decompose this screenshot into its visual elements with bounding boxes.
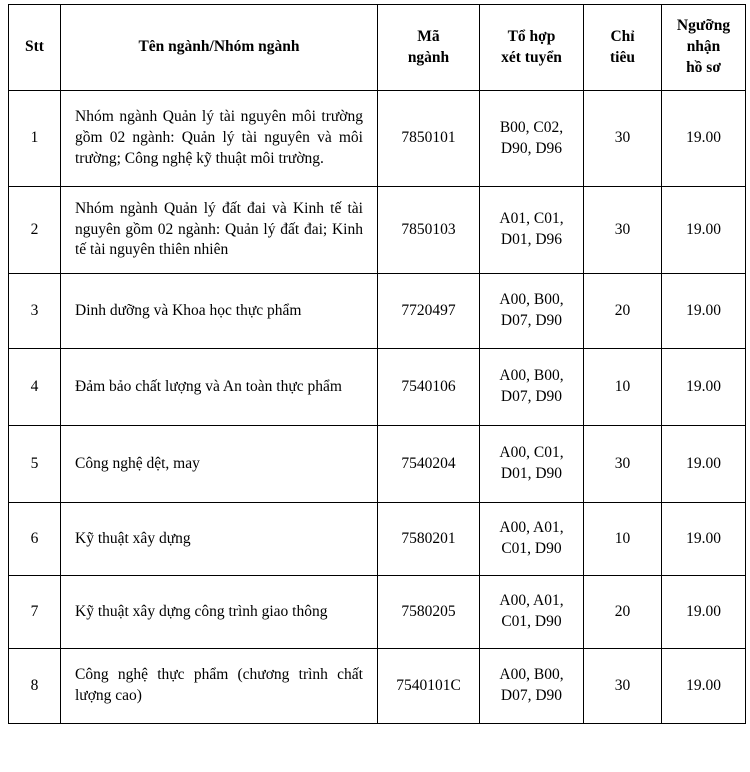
combination-line2: D01, D90: [500, 465, 563, 482]
cell-program-name: Nhóm ngành Quản lý đất đai và Kinh tế tài nguyên gồm 02 ngành: Quản lý đất đai; Kinh tế tài nguyên thiên nhiên: [61, 187, 378, 274]
cell-threshold: 19.00: [662, 426, 746, 503]
table-row: [9, 503, 746, 576]
header-text-name: Tên ngành/Nhóm ngành: [138, 38, 300, 56]
table-row: [9, 349, 746, 426]
cell-program-name: Đảm bảo chất lượng và An toàn thực phẩm: [61, 349, 378, 426]
table-row: [9, 576, 746, 649]
cell-combination: [480, 576, 584, 649]
header-row: [9, 5, 746, 91]
cell-combination: [480, 649, 584, 724]
cell-threshold: 19.00: [662, 349, 746, 426]
table-row: [9, 91, 746, 187]
table-row: [9, 426, 746, 503]
header-text-score-line1: Ngưỡng: [676, 17, 731, 35]
column-header-threshold: [662, 5, 746, 91]
cell-program-code: 7540204: [378, 426, 480, 503]
cell-quota: 10: [584, 503, 662, 576]
combination-line2: D01, D96: [500, 231, 563, 248]
combination-line1: A00, A01,: [499, 519, 564, 537]
cell-combination: [480, 274, 584, 349]
combination-line1: A00, B00,: [499, 666, 564, 684]
combination-line2: C01, D90: [501, 613, 562, 630]
cell-threshold: 19.00: [662, 274, 746, 349]
header-text-quota-line1: Chỉ: [610, 27, 635, 45]
cell-combination: [480, 503, 584, 576]
column-header-stt: [9, 5, 61, 91]
admissions-table: [8, 4, 746, 724]
cell-quota: 30: [584, 91, 662, 187]
header-text-quota-line2: tiêu: [610, 48, 635, 66]
combination-line1: A01, C01,: [499, 210, 564, 228]
header-text-score-line3: hồ sơ: [686, 58, 721, 76]
cell-program-name: Kỹ thuật xây dựng: [61, 503, 378, 576]
header-text-code-line2: ngành: [407, 48, 450, 66]
cell-program-code: 7580201: [378, 503, 480, 576]
combination-line1: A00, C01,: [499, 444, 564, 462]
cell-program-code: 7850101: [378, 91, 480, 187]
cell-quota: 20: [584, 274, 662, 349]
header-text-stt: Stt: [25, 38, 44, 56]
cell-threshold: 19.00: [662, 576, 746, 649]
cell-stt: 6: [9, 503, 61, 576]
cell-program-code: 7850103: [378, 187, 480, 274]
combination-line2: D07, D90: [500, 312, 563, 329]
column-header-combination: [480, 5, 584, 91]
combination-line2: C01, D90: [501, 540, 562, 557]
table-header: [9, 5, 746, 91]
header-text-score-line2: nhận: [686, 38, 721, 56]
cell-stt: 1: [9, 91, 61, 187]
cell-stt: 8: [9, 649, 61, 724]
cell-threshold: 19.00: [662, 187, 746, 274]
cell-program-code: 7540106: [378, 349, 480, 426]
cell-program-code: 7720497: [378, 274, 480, 349]
cell-stt: 2: [9, 187, 61, 274]
cell-stt: 3: [9, 274, 61, 349]
header-text-combo-line2: xét tuyển: [501, 48, 562, 66]
combination-line2: D07, D90: [500, 388, 563, 405]
cell-stt: 7: [9, 576, 61, 649]
header-text-combo-line1: Tổ hợp: [507, 27, 556, 45]
cell-quota: 30: [584, 426, 662, 503]
combination-line2: D90, D96: [500, 139, 563, 157]
column-header-code: [378, 5, 480, 91]
cell-program-code: 7540101C: [378, 649, 480, 724]
cell-combination: [480, 349, 584, 426]
cell-quota: 30: [584, 187, 662, 274]
cell-combination: [480, 187, 584, 274]
cell-quota: 30: [584, 649, 662, 724]
cell-program-name: Kỹ thuật xây dựng công trình giao thông: [61, 576, 378, 649]
combination-line1: A00, A01,: [499, 592, 564, 610]
cell-program-name: Công nghệ dệt, may: [61, 426, 378, 503]
cell-threshold: 19.00: [662, 91, 746, 187]
cell-threshold: 19.00: [662, 503, 746, 576]
cell-combination: [480, 426, 584, 503]
cell-combination: [480, 91, 584, 187]
combination-line1: B00, C02,: [499, 118, 564, 136]
table-body: [9, 91, 746, 724]
column-header-quota: [584, 5, 662, 91]
combination-line1: A00, B00,: [499, 367, 564, 385]
combination-line1: A00, B00,: [499, 291, 564, 309]
cell-quota: 20: [584, 576, 662, 649]
combination-line2: D07, D90: [500, 687, 563, 704]
table-row: [9, 187, 746, 274]
table-row: [9, 649, 746, 724]
cell-stt: 5: [9, 426, 61, 503]
cell-threshold: 19.00: [662, 649, 746, 724]
cell-program-name: Dinh dưỡng và Khoa học thực phẩm: [61, 274, 378, 349]
cell-quota: 10: [584, 349, 662, 426]
header-text-code-line1: Mã: [417, 27, 440, 45]
table-row: [9, 274, 746, 349]
cell-program-code: 7580205: [378, 576, 480, 649]
column-header-name: [61, 5, 378, 91]
cell-program-name: Công nghệ thực phẩm (chương trình chất lượng cao): [61, 649, 378, 724]
cell-stt: 4: [9, 349, 61, 426]
cell-program-name: Nhóm ngành Quản lý tài nguyên môi trường gồm 02 ngành: Quản lý tài nguyên và môi trường; Công nghệ kỹ thuật môi trường.: [61, 91, 378, 187]
